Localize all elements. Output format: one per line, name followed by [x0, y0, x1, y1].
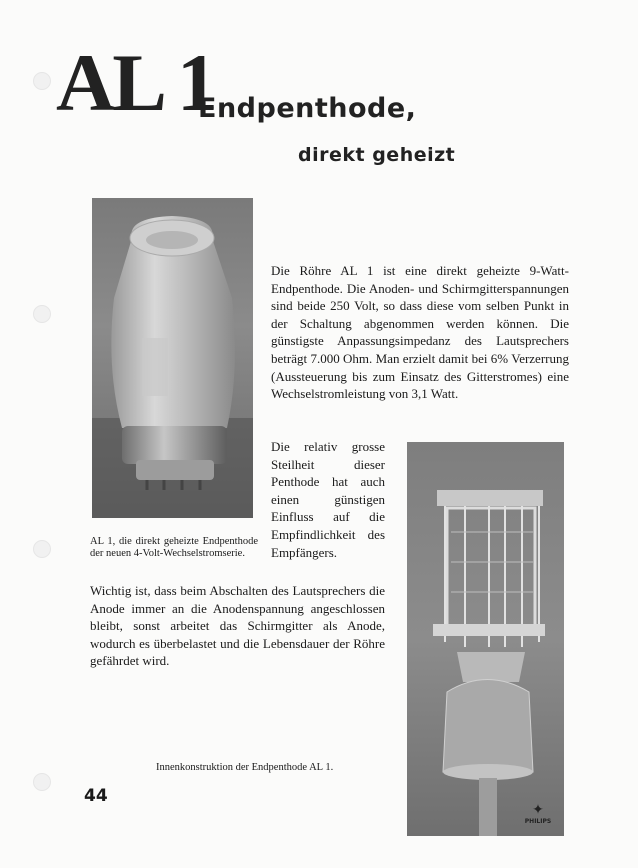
- intro-paragraph: Die Röhre AL 1 ist eine direkt geheizte 9-Watt-Endpenthode. Die Anoden- und Schirmgitterspannungen sind beide 250 Volt, so dass diese vom selben Punkt in der Schaltung abgenommen werden können. Die günstigste Anpassungsimpedanz des Lautsprechers beträgt 7.000 Ohm. Man erzielt damit bei 6% Verzerrung (Aussteuerung bis zum Einsatz des Gitterstromes) eine Wechselstromleistung von 3,1 Watt.: [271, 263, 569, 402]
- star-icon: ✦: [532, 803, 544, 818]
- page-title: Endpenthode,: [198, 93, 417, 124]
- warning-paragraph: Wichtig ist, dass beim Abschalten des Lautsprechers die Anode immer an die Anodenspannung angeschlossen bleibt, sonst arbeitet das Schirmgitter als Anode, wodurch es überbelastet und die Lebensdauer der Röhre gefährdet wird.: [90, 583, 385, 669]
- internal-photo-caption: Innenkonstruktion der Endpenthode AL 1.: [156, 762, 334, 773]
- philips-logo: [518, 804, 558, 832]
- philips-logo-text: PHILIPS: [524, 818, 552, 825]
- punch-hole: [33, 305, 51, 323]
- page-subtitle: direkt geheizt: [298, 144, 456, 166]
- page-number: 44: [84, 786, 108, 806]
- tube-photo: [92, 198, 253, 518]
- model-title: AL 1: [56, 37, 215, 128]
- punch-hole: [33, 773, 51, 791]
- punch-hole: [33, 72, 51, 90]
- steilheit-paragraph: Die relativ grosse Steilheit dieser Penthode hat auch einen günstigen Einfluss auf die Empfindlichkeit des Empfängers.: [271, 439, 385, 560]
- internal-construction-photo: [407, 442, 564, 836]
- punch-hole: [33, 540, 51, 558]
- tube-photo-caption: AL 1, die direkt geheizte Endpenthode der neuen 4-Volt-Wechselstromserie.: [90, 536, 258, 559]
